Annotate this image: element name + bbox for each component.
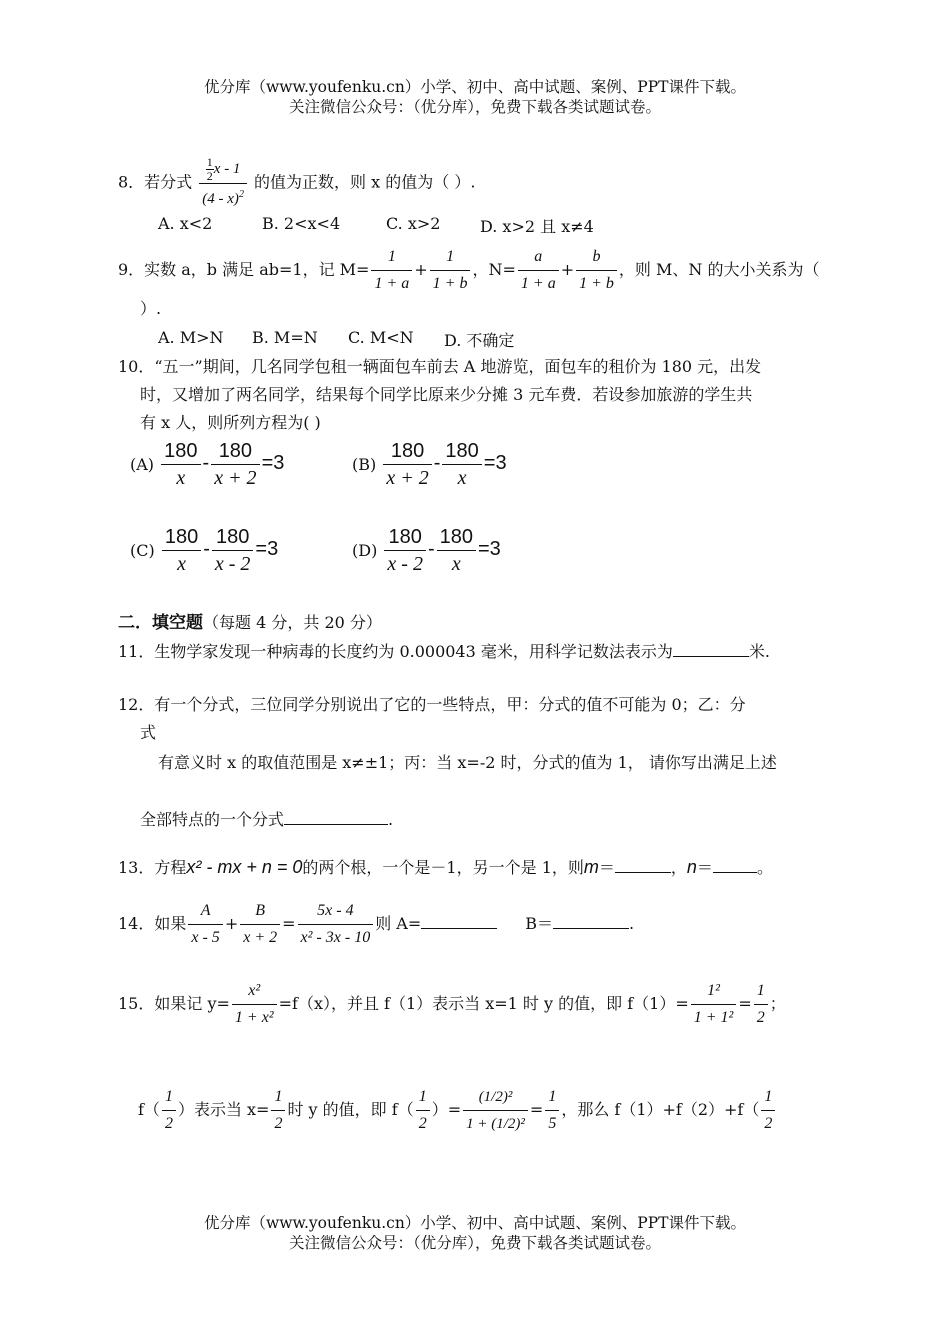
q12-answer-blank[interactable] xyxy=(284,808,388,825)
q10-option-a: (A) $\frac{180}{x}$ - $\frac{180}{x + 2}$ =3 xyxy=(130,440,285,489)
q10-line-3: 有 x 人，则所列方程为( ) xyxy=(140,413,321,432)
header-line-2: 关注微信公众号：（优分库），免费下载各类试题试卷。 xyxy=(288,98,661,116)
q9-option-a: A. M>N xyxy=(158,328,224,347)
q10-line-2: 时，又增加了两名同学，结果每个同学比原来少分摊 3 元车费．若设参加旅游的学生共 xyxy=(140,385,753,404)
q8-option-d: D. x>2 且 x≠4 xyxy=(480,217,594,236)
q9-continuation: ）. xyxy=(140,299,162,318)
q12-line-1: 12．有一个分式，三位同学分别说出了它的一些特点，甲：分式的值不可能为 0；乙：分 xyxy=(118,695,746,714)
q8-option-b: B. 2<x<4 xyxy=(262,214,341,233)
question-11: 11．生物学家发现一种病毒的长度约为 0.000043 毫米，用科学记数法表示为 米. xyxy=(118,642,770,661)
q13-equation: x² - mx + n = 0 xyxy=(186,857,303,877)
section-2-heading xyxy=(118,612,382,634)
q8-suffix: 的值为正数，则 x 的值为（ ）. xyxy=(254,172,476,192)
footer-line-2: 关注微信公众号：（优分库），免费下载各类试题试卷。 xyxy=(288,1234,661,1252)
q12-line-4: 全部特点的一个分式 . xyxy=(140,810,394,829)
q15-line-1: 15．如果记 y= $\frac{\text{x²}}{\text{1 + x²}}$ =f（x），并且 f（1）表示当 x=1 时 y 的值，即 f（1）= $\frac{\text{1²}}{\text{1 + 1²}}$ = $\frac{1}{2}$ ； xyxy=(118,978,786,1031)
q12-line-2: 式 xyxy=(140,723,157,742)
question-8 xyxy=(118,156,475,210)
q10-option-c: (C) $\frac{180}{x}$ - $\frac{180}{x - 2}$ =3 xyxy=(130,526,279,575)
question-14: 14．如果 $\frac{A}{x - 5}$ + $\frac{B}{x + 2}$ = $\frac{5x - 4}{\text{x² - 3x - 10}}$ 则 A= B＝ . xyxy=(118,898,634,951)
q12-line-3: 有意义时 x 的取值范围是 x≠±1；丙：当 x=-2 时，分式的值为 1， 请你写出满足上述 xyxy=(158,753,777,772)
q8-option-c: C. x>2 xyxy=(386,214,441,233)
q8-option-a: A. x<2 xyxy=(158,214,213,233)
question-13: 13．方程x² - mx + n = 0的两个根，一个是－1，另一个是 1，则m＝ ，n＝ 。 xyxy=(118,857,773,877)
q10-option-d: (D) $\frac{180}{x - 2}$ - $\frac{180}{x}$ =3 xyxy=(352,526,501,575)
footer-line-1: 优分库（www.youfenku.cn）小学、初中、高中试题、案例、PPT课件下载。 xyxy=(203,1214,747,1232)
q13-m-blank[interactable] xyxy=(615,856,671,873)
q9-option-b: B. M=N xyxy=(252,328,318,347)
q8-fraction: $\frac{1}{2}$ x - 1 (4 - x)$^2$ xyxy=(199,156,247,210)
q11-answer-blank[interactable] xyxy=(673,640,749,657)
q8-prefix: 8．若分式 xyxy=(118,172,193,192)
q10-option-b: (B) $\frac{180}{x + 2}$ - $\frac{180}{x}$ =3 xyxy=(352,440,507,489)
section-2-title: 二．填空题 xyxy=(118,613,203,632)
q9-option-c: C. M<N xyxy=(348,328,414,347)
q14-a-blank[interactable] xyxy=(421,912,497,929)
q9-prefix: 9．实数 a，b 满足 ab=1，记 M= xyxy=(118,260,370,279)
header-line-1: 优分库（www.youfenku.cn）小学、初中、高中试题、案例、PPT课件下载。 xyxy=(203,78,747,96)
q9-option-d: D. 不确定 xyxy=(444,331,515,350)
question-9: 9．实数 a，b 满足 ab=1，记 M= $\frac{1}{1 + a}$ + $\frac{1}{1 + b}$ ，N= $\frac{a}{1 + a}$ + $\frac{b}{1 + b}$ ，则 M、N 的大小关系为（ xyxy=(118,244,819,297)
q15-line-2: f（ $\frac{1}{2}$ ）表示当 x= $\frac{1}{2}$ 时 y 的值，即 f（ $\frac{1}{2}$ ）= $\frac{\text{(1/2)²}}{\text{1 + (1/2)²}}$ = $\frac{1}{5}$ ，那么 f（1）+f（2）+f（ $\frac{1}{2}$ xyxy=(138,1084,777,1137)
q10-line-1: 10．“五一”期间，几名同学包租一辆面包车前去 A 地游览，面包车的租价为 180 元，出发 xyxy=(118,357,762,376)
q14-b-blank[interactable] xyxy=(553,912,629,929)
q13-n-blank[interactable] xyxy=(713,856,757,873)
section-2-note: （每题 4 分，共 20 分） xyxy=(203,613,382,632)
